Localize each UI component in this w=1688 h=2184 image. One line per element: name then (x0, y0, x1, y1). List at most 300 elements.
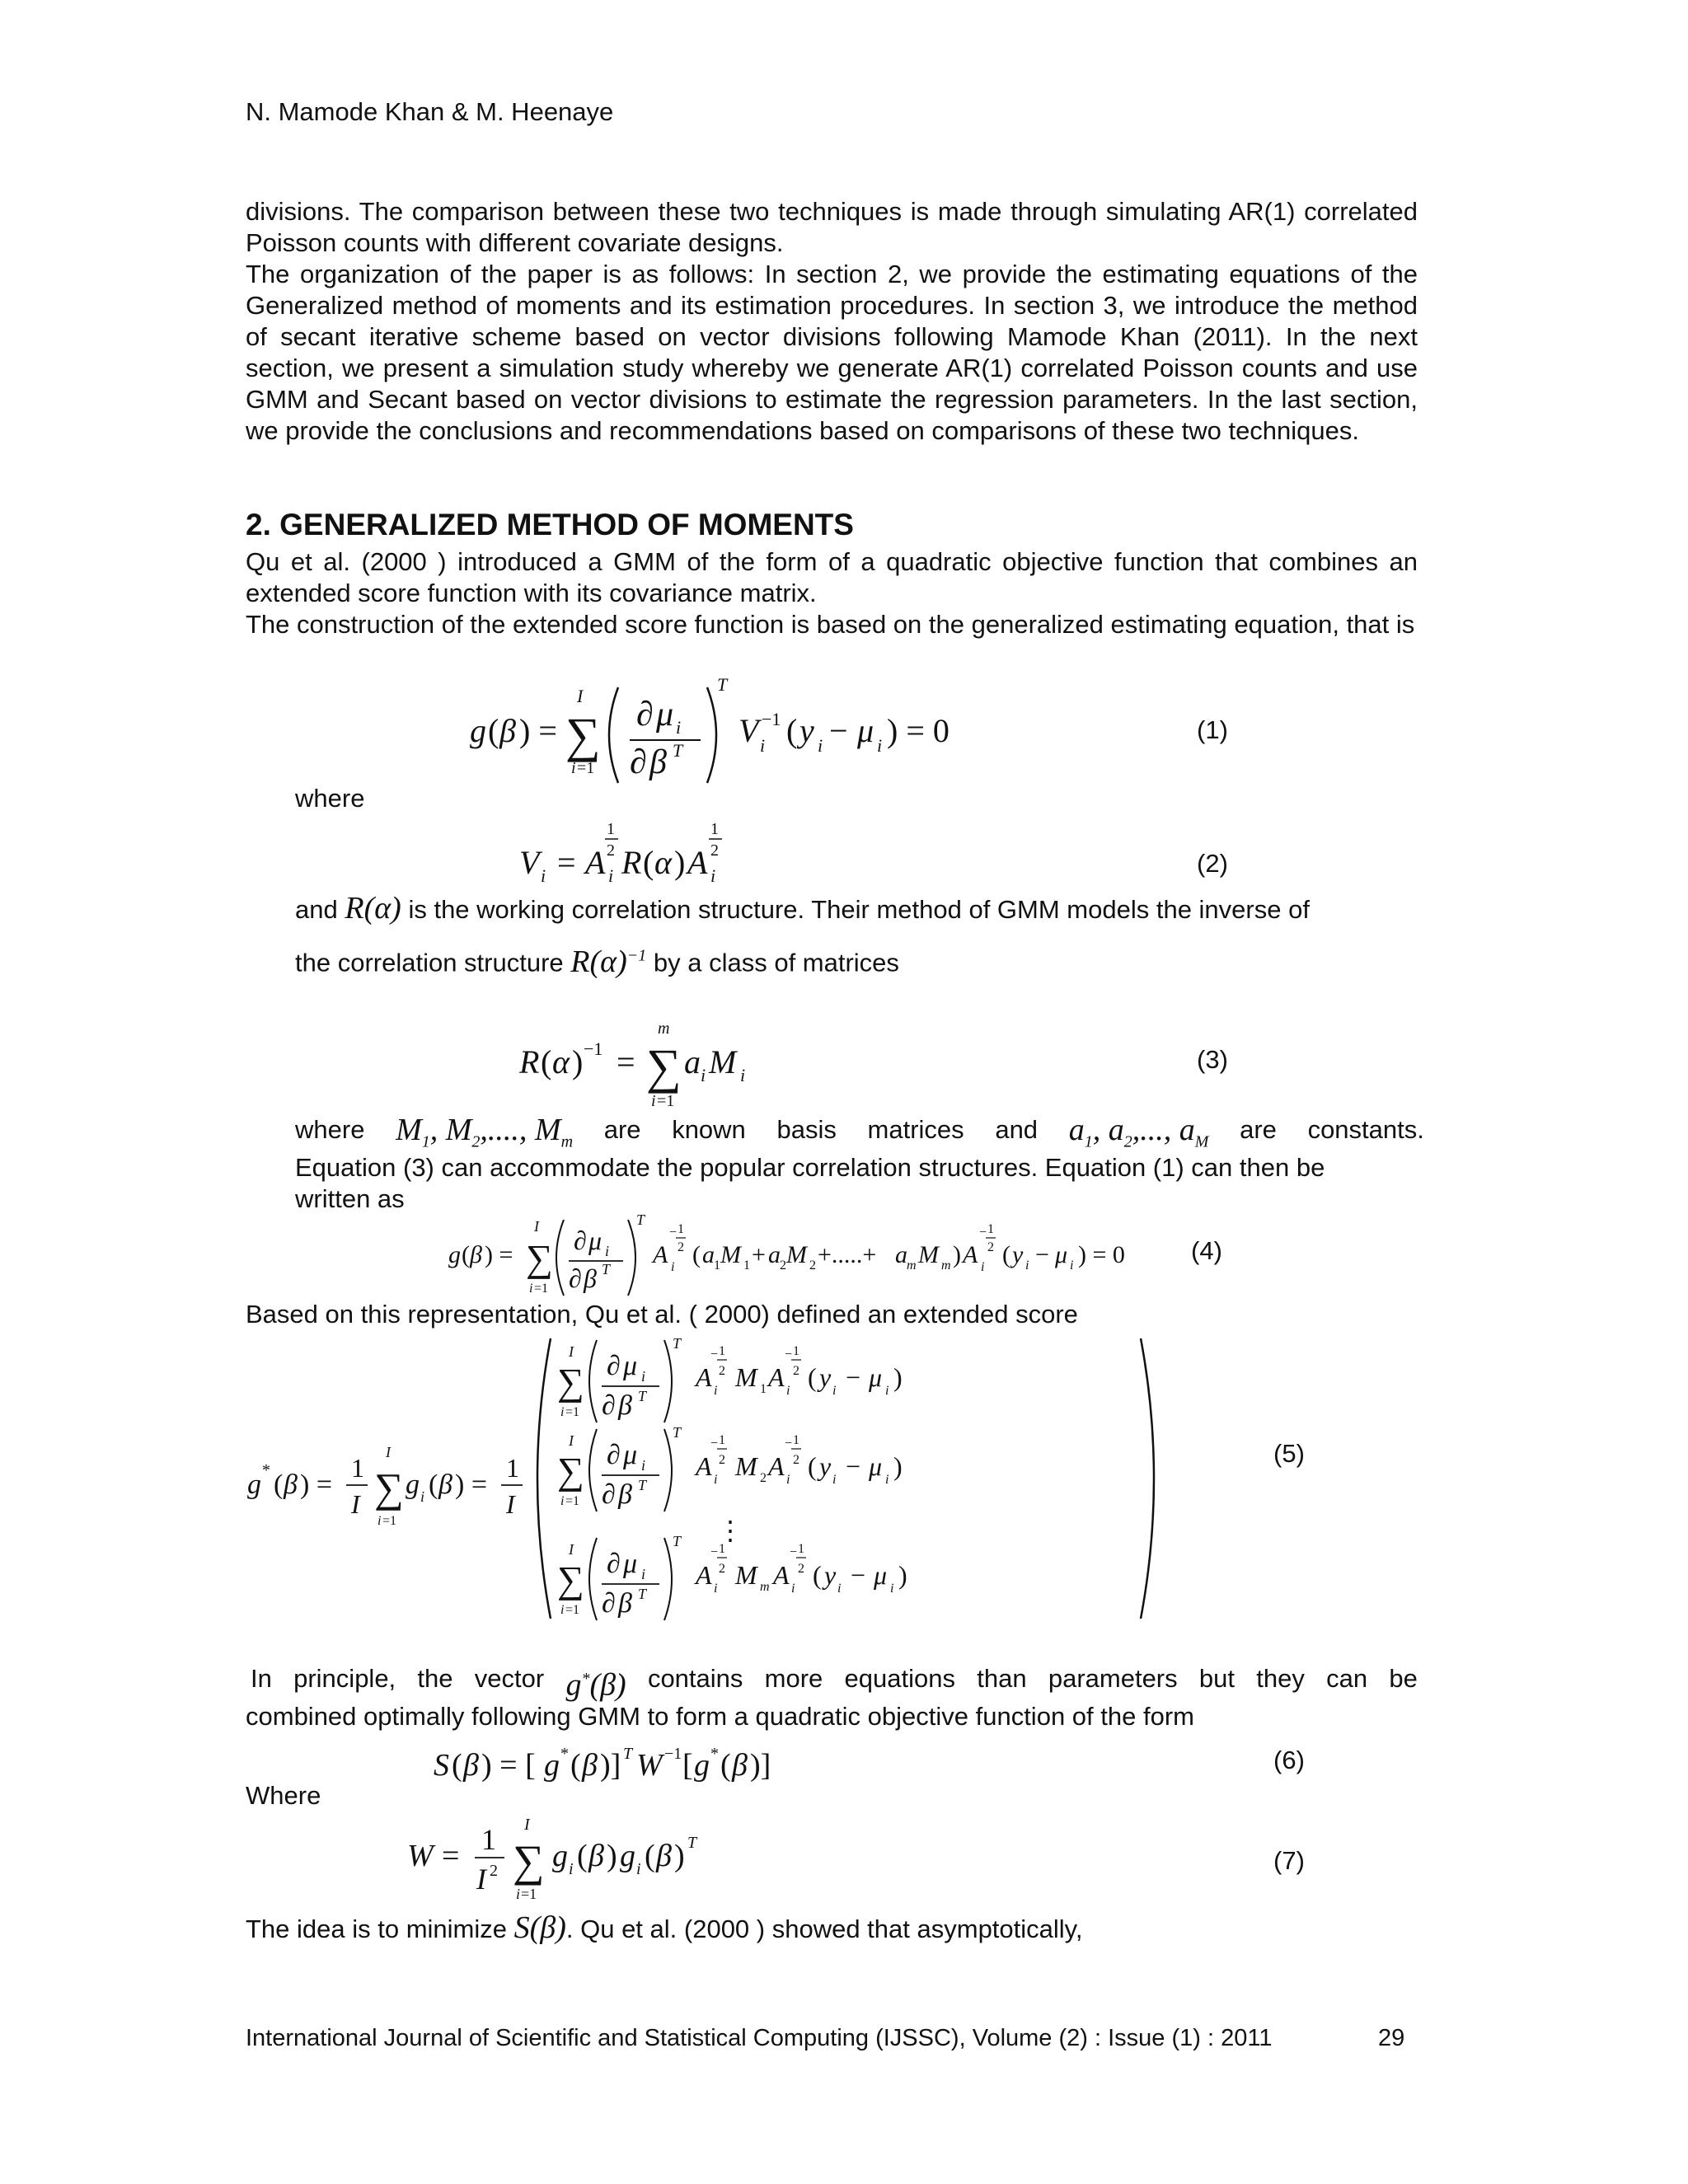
svg-text:β: β (649, 743, 667, 781)
svg-text:∑: ∑ (374, 1465, 404, 1511)
svg-text:=: = (557, 844, 576, 881)
svg-text:): ) (607, 1839, 617, 1873)
svg-text:M: M (735, 1560, 757, 1590)
page-number: 29 (1378, 2025, 1405, 2051)
equation-7 (404, 1810, 750, 1909)
word: basis (776, 1115, 837, 1144)
text-line (246, 1912, 1083, 1945)
svg-text:i: i (885, 1473, 889, 1487)
svg-text:i: i (832, 1473, 837, 1487)
svg-text:β: β (470, 1241, 482, 1268)
svg-text:α: α (552, 1043, 570, 1080)
svg-text:) =: ) = (485, 1241, 513, 1268)
svg-text:): ) (893, 1362, 903, 1392)
equation-2 (511, 816, 775, 890)
svg-text:g: g (406, 1469, 420, 1500)
basis-matrices-symbol: $M_1$, $M_2$,...., $M_m$ (396, 1113, 574, 1151)
svg-text:I: I (386, 1444, 391, 1460)
svg-text:I: I (577, 686, 584, 706)
svg-text:∂: ∂ (602, 1479, 616, 1510)
svg-text:m: m (907, 1258, 917, 1272)
svg-text:T: T (717, 676, 728, 695)
svg-text:i: i (671, 1260, 675, 1274)
text-line: combined optimally following GMM to form a quadratic objective function of the form (246, 1702, 1194, 1731)
svg-text:g: g (247, 1469, 261, 1500)
svg-text:1: 1 (607, 820, 615, 838)
svg-text:T: T (636, 1212, 645, 1228)
svg-text:W: W (636, 1748, 663, 1783)
svg-text:T: T (673, 740, 683, 761)
svg-text:=1: =1 (565, 1494, 580, 1508)
svg-text:m: m (658, 1019, 670, 1038)
svg-text:1: 1 (678, 1222, 684, 1236)
svg-text:1: 1 (481, 1823, 496, 1856)
equation-5 (244, 1333, 1167, 1624)
svg-text:M: M (735, 1362, 757, 1392)
svg-text:I: I (476, 1863, 486, 1896)
svg-text:i: i (786, 1473, 790, 1487)
svg-text:(: ( (541, 1043, 552, 1080)
svg-text:β: β (618, 1479, 632, 1510)
svg-text:g: g (544, 1748, 560, 1783)
svg-text:i: i (541, 865, 546, 886)
svg-text:=: = (617, 1043, 635, 1080)
svg-text:V: V (738, 712, 759, 749)
svg-text:i: i (981, 1260, 985, 1274)
svg-text:(: ( (1002, 1241, 1010, 1268)
svg-text:(: ( (452, 1748, 462, 1783)
svg-text:μ: μ (869, 1362, 883, 1392)
svg-text:2: 2 (710, 841, 719, 860)
svg-text:I: I (506, 1489, 515, 1519)
equation-1 (462, 676, 973, 791)
svg-text:)]: )] (750, 1748, 771, 1783)
svg-text:i: i (641, 1566, 646, 1582)
svg-text:1: 1 (987, 1222, 994, 1236)
svg-text:): ) (953, 1241, 961, 1268)
word: can (1326, 1664, 1368, 1693)
corr-suffix: by a class of matrices (653, 948, 899, 977)
svg-text:) =: ) = (455, 1469, 487, 1500)
svg-text:i: i (1025, 1258, 1029, 1272)
svg-text:∑: ∑ (565, 708, 601, 762)
word: matrices (867, 1115, 964, 1144)
equation-4 (445, 1212, 1187, 1302)
svg-text:2: 2 (793, 1453, 799, 1467)
word: principle, (293, 1664, 396, 1693)
svg-text:β: β (463, 1748, 479, 1783)
svg-text:i: i (605, 1243, 610, 1259)
svg-text:I: I (534, 1218, 539, 1235)
svg-text:∂: ∂ (602, 1390, 616, 1421)
intro-text (246, 196, 1418, 447)
svg-text:A: A (963, 1241, 978, 1268)
svg-text:=1: =1 (382, 1514, 397, 1528)
svg-text:−: − (1035, 1241, 1049, 1268)
svg-text:i: i (710, 865, 716, 886)
svg-text:M: M (720, 1241, 741, 1268)
equation-number: (3) (1197, 1045, 1228, 1074)
svg-text:μ: μ (857, 712, 874, 749)
svg-text:g: g (470, 712, 486, 749)
svg-text:m: m (760, 1580, 770, 1594)
svg-text:i: i (786, 1384, 790, 1398)
svg-text:=1: =1 (657, 1092, 675, 1110)
svg-text:(: ( (720, 1748, 731, 1783)
svg-text:∂: ∂ (602, 1588, 616, 1619)
svg-text:y: y (819, 1451, 832, 1481)
svg-text:): ) (674, 844, 686, 881)
constants-symbol: $a_1$, $a_2$,..., $a_M$ (1068, 1113, 1209, 1151)
svg-text:I: I (569, 1343, 574, 1360)
text-line (295, 940, 899, 979)
svg-text:m: m (941, 1258, 951, 1272)
svg-text:∂: ∂ (630, 743, 647, 781)
svg-text:i: i (701, 1065, 706, 1085)
svg-text:∑: ∑ (557, 1558, 584, 1601)
word: more (764, 1664, 823, 1693)
svg-text:(: ( (462, 1241, 470, 1268)
svg-text:(: ( (786, 712, 798, 749)
svg-text:2: 2 (490, 1862, 498, 1880)
where-label: where (295, 784, 365, 813)
idea-prefix: The idea is to minimize (246, 1915, 508, 1943)
svg-text:*: * (560, 1745, 569, 1763)
svg-text:i: i (760, 735, 766, 756)
word: equations (844, 1664, 955, 1693)
svg-text:α: α (654, 844, 672, 881)
svg-text:): ) (572, 1043, 584, 1080)
text-line (295, 1114, 1424, 1158)
svg-text:T: T (673, 1335, 682, 1352)
svg-text:M: M (735, 1451, 757, 1481)
svg-text:g: g (694, 1748, 710, 1783)
svg-text:β: β (499, 712, 516, 749)
svg-text:T: T (623, 1745, 633, 1763)
svg-text:1: 1 (710, 820, 719, 838)
where-label: Where (246, 1781, 321, 1810)
svg-text:W: W (407, 1839, 434, 1873)
svg-text:A: A (653, 1241, 668, 1268)
paragraph: divisions. The comparison between these two techniques is made through simulating AR(1) correlated Poisson counts with different covariate designs. (246, 197, 1418, 257)
svg-text:i: i (529, 1282, 533, 1296)
word: and (995, 1115, 1039, 1144)
word: where (295, 1115, 365, 1144)
and-prefix: and (295, 895, 338, 924)
svg-text:1: 1 (714, 1258, 720, 1272)
svg-text:i: i (837, 1582, 842, 1596)
svg-text:T: T (638, 1388, 647, 1404)
text-line: Based on this representation, Qu et al. ( 2000) defined an extended score (246, 1300, 1078, 1329)
svg-text:A: A (696, 1560, 712, 1590)
svg-text:=1: =1 (534, 1282, 549, 1296)
svg-text:2: 2 (987, 1240, 994, 1254)
svg-text:2: 2 (760, 1471, 767, 1485)
section-text (246, 546, 1418, 640)
svg-text:−: − (846, 1451, 861, 1481)
svg-text:β: β (656, 1839, 672, 1873)
svg-text:β: β (438, 1469, 452, 1500)
svg-text:+.....+: +.....+ (818, 1241, 877, 1268)
svg-text:A: A (768, 1451, 785, 1481)
svg-text:*: * (262, 1461, 270, 1479)
and-rest: is the working correlation structure. Their method of GMM models the inverse of (408, 895, 1310, 924)
svg-text:β: β (588, 1839, 604, 1873)
svg-text:M: M (786, 1241, 807, 1268)
svg-text:(: ( (645, 1839, 655, 1873)
svg-text:R: R (519, 1043, 540, 1080)
svg-text:2: 2 (719, 1562, 725, 1576)
svg-text:i: i (641, 1368, 646, 1385)
svg-text:i: i (832, 1384, 837, 1398)
svg-text:−1: −1 (584, 1038, 603, 1059)
svg-text:μ: μ (588, 1226, 603, 1255)
svg-text:∂: ∂ (607, 1549, 621, 1579)
equation-number: (6) (1273, 1746, 1305, 1774)
svg-text:R: R (621, 844, 642, 881)
svg-text:=1: =1 (521, 1886, 537, 1902)
svg-text:+: + (752, 1241, 766, 1268)
svg-text:(: ( (808, 1362, 817, 1392)
svg-text:g: g (620, 1839, 635, 1873)
svg-text:i: i (1070, 1258, 1074, 1272)
word: but (1198, 1664, 1235, 1693)
svg-text:i: i (714, 1582, 718, 1596)
svg-text:) =: ) = (300, 1469, 332, 1500)
svg-text:μ: μ (623, 1351, 638, 1381)
svg-text:M: M (709, 1043, 737, 1080)
svg-text:−: − (669, 1226, 678, 1240)
svg-text:−: − (785, 1436, 793, 1451)
svg-text:∑: ∑ (646, 1039, 682, 1094)
svg-text:(: ( (429, 1469, 438, 1500)
svg-text:i: i (676, 717, 682, 738)
svg-text:∂: ∂ (607, 1440, 621, 1470)
svg-text:1: 1 (506, 1453, 519, 1483)
svg-text:g: g (448, 1241, 461, 1268)
svg-text:i: i (791, 1582, 795, 1596)
svg-text:i: i (608, 865, 614, 886)
svg-text:∑: ∑ (513, 1836, 545, 1886)
word: the (417, 1664, 453, 1693)
svg-text:(: ( (570, 1748, 581, 1783)
svg-text:i: i (641, 1457, 646, 1474)
svg-text:y: y (819, 1362, 832, 1392)
svg-text:M: M (918, 1241, 939, 1268)
svg-text:μ: μ (623, 1549, 638, 1579)
svg-text:β: β (284, 1469, 298, 1500)
svg-text:β: β (618, 1390, 632, 1421)
svg-text:i: i (560, 1494, 565, 1508)
svg-text:T: T (602, 1261, 611, 1277)
svg-text:μ: μ (869, 1451, 883, 1481)
svg-text:2: 2 (607, 841, 615, 860)
svg-text:2: 2 (798, 1562, 804, 1576)
svg-text:−1: −1 (664, 1745, 682, 1763)
svg-text:) = 0: ) = 0 (887, 712, 950, 749)
svg-text:i: i (877, 735, 883, 756)
svg-text:β: β (584, 1263, 597, 1293)
svg-text:(: ( (274, 1469, 284, 1500)
r-alpha-symbol: R(α) (345, 891, 401, 926)
paragraph: The organization of the paper is as follows: In section 2, we provide the estimating equations of the Generalized method of moments and its estimation procedures. In section 3, we introduce the method of secant iterative scheme based on vector divisions following Mamode Khan (2011). In the next section, we present a simulation study whereby we generate AR(1) correlated Poisson counts and use GMM and Secant based on vector divisions to estimate the regression parameters. In the last section, we provide the conclusions and recommendations based on comparisons of these two techniques. (246, 260, 1418, 445)
svg-text:i: i (420, 1488, 425, 1505)
svg-text:∂: ∂ (569, 1263, 582, 1293)
svg-text:) =: ) = (519, 712, 557, 749)
svg-text:A: A (687, 844, 708, 881)
svg-text:2: 2 (780, 1258, 786, 1272)
svg-text:): ) (893, 1451, 903, 1481)
svg-text:−: − (710, 1436, 719, 1451)
svg-text:1: 1 (760, 1382, 767, 1396)
svg-text:−: − (790, 1545, 798, 1559)
svg-text:A: A (585, 844, 606, 881)
equation-number: (2) (1197, 849, 1228, 878)
svg-text:2: 2 (678, 1240, 684, 1254)
svg-text:i: i (569, 1860, 574, 1878)
word: vector (474, 1664, 545, 1693)
svg-text:=: = (442, 1839, 460, 1873)
svg-text:=1: =1 (577, 759, 595, 777)
svg-text:*: * (710, 1745, 719, 1763)
paragraph: The construction of the extended score function is based on the generalized estimating equation, that is (246, 610, 1415, 639)
svg-text:A: A (696, 1362, 712, 1392)
svg-text:) = 0: ) = 0 (1078, 1241, 1125, 1268)
svg-text:): ) (674, 1839, 685, 1873)
section-heading: 2. GENERALIZED METHOD OF MOMENTS (246, 508, 854, 541)
svg-text:∑: ∑ (557, 1450, 584, 1492)
equation-number: (4) (1191, 1236, 1222, 1265)
svg-text:[: [ (682, 1748, 693, 1783)
paragraph: Qu et al. (2000 ) introduced a GMM of the form of a quadratic objective function that combines an extended score function with its covariance matrix. (246, 547, 1418, 607)
svg-text:=1: =1 (565, 1603, 580, 1617)
word: In (251, 1664, 272, 1693)
svg-text:a: a (768, 1241, 781, 1268)
svg-text:∂: ∂ (574, 1226, 587, 1255)
svg-text:a: a (895, 1241, 907, 1268)
svg-text:β: β (618, 1588, 632, 1619)
svg-text:∑: ∑ (526, 1237, 553, 1279)
svg-text:T: T (673, 1533, 682, 1549)
svg-text:i: i (651, 1092, 656, 1110)
svg-text:I: I (351, 1489, 360, 1519)
svg-text:(: ( (488, 712, 499, 749)
svg-text:T: T (687, 1834, 697, 1852)
equation-3 (511, 1015, 775, 1122)
svg-text:1: 1 (719, 1344, 725, 1358)
svg-text:T: T (638, 1477, 647, 1493)
svg-text:β: β (732, 1748, 748, 1783)
svg-text:)]: )] (600, 1748, 621, 1783)
footer-journal: International Journal of Scientific and Statistical Computing (IJSSC), Volume (2) : Issue (1) : 2011 (246, 2025, 1273, 2051)
svg-text:β: β (582, 1748, 598, 1783)
equation-number: (5) (1273, 1439, 1305, 1468)
word: known (672, 1115, 746, 1144)
svg-text:y: y (799, 712, 814, 749)
svg-text:−: − (710, 1545, 719, 1559)
svg-text:(: ( (643, 844, 654, 881)
svg-text:−1: −1 (762, 709, 781, 729)
svg-text:g: g (552, 1839, 568, 1873)
word: they (1256, 1664, 1305, 1693)
svg-text:μ: μ (656, 696, 674, 733)
svg-text:I: I (569, 1432, 574, 1449)
svg-text:⋮: ⋮ (717, 1516, 743, 1545)
svg-text:2: 2 (809, 1258, 816, 1272)
svg-text:2: 2 (719, 1453, 725, 1467)
svg-text:(: ( (577, 1839, 588, 1873)
svg-text:1: 1 (351, 1453, 364, 1483)
svg-text:−: − (710, 1347, 719, 1361)
word: parameters (1048, 1664, 1178, 1693)
text-line (251, 1663, 1418, 1701)
svg-text:a: a (702, 1241, 715, 1268)
svg-text:μ: μ (1055, 1241, 1068, 1268)
svg-text:A: A (696, 1451, 712, 1481)
s-beta-symbol: S(β) (513, 1910, 566, 1945)
svg-text:i: i (890, 1582, 894, 1596)
svg-text:i: i (714, 1473, 718, 1487)
svg-text:(: ( (813, 1560, 822, 1590)
corr-prefix: the correlation structure (295, 948, 564, 977)
svg-text:∑: ∑ (557, 1361, 584, 1403)
svg-text:) = [: ) = [ (481, 1748, 536, 1783)
svg-text:=1: =1 (565, 1405, 580, 1419)
svg-text:1: 1 (793, 1344, 799, 1358)
svg-text:i: i (636, 1860, 641, 1878)
text-line (295, 893, 1310, 926)
svg-text:2: 2 (719, 1364, 725, 1378)
word: constants. (1307, 1115, 1424, 1144)
svg-text:1: 1 (793, 1433, 799, 1447)
svg-text:i: i (714, 1384, 718, 1398)
svg-text:i: i (571, 759, 576, 777)
svg-text:μ: μ (623, 1440, 638, 1470)
svg-text:−: − (979, 1226, 987, 1240)
svg-text:−: − (829, 712, 848, 749)
svg-text:(: ( (808, 1451, 817, 1481)
word: contains (647, 1664, 743, 1693)
svg-text:V: V (519, 844, 540, 881)
svg-text:S: S (434, 1748, 449, 1783)
g-star-beta-symbol: g*(β) (565, 1667, 626, 1703)
svg-text:i: i (740, 1065, 746, 1085)
svg-text:y: y (824, 1560, 837, 1590)
svg-text:): ) (898, 1560, 907, 1590)
svg-text:I: I (569, 1541, 574, 1558)
svg-text:T: T (673, 1424, 682, 1441)
text-line: written as (295, 1184, 405, 1213)
svg-text:y: y (1012, 1241, 1024, 1268)
svg-text:−: − (846, 1362, 861, 1392)
svg-text:i: i (560, 1405, 565, 1419)
svg-text:1: 1 (743, 1258, 750, 1272)
equation-number: (1) (1197, 715, 1228, 744)
word: be (1389, 1664, 1418, 1693)
idea-suffix: . Qu et al. (2000 ) showed that asymptotically, (565, 1915, 1083, 1943)
svg-text:∂: ∂ (636, 696, 654, 733)
svg-text:μ: μ (874, 1560, 888, 1590)
equation-number: (7) (1273, 1846, 1305, 1875)
svg-text:A: A (773, 1560, 790, 1590)
svg-text:i: i (516, 1886, 521, 1902)
svg-text:a: a (684, 1043, 701, 1080)
svg-text:1: 1 (719, 1433, 725, 1447)
svg-text:i: i (885, 1384, 889, 1398)
svg-text:2: 2 (793, 1364, 799, 1378)
svg-text:−: − (785, 1347, 793, 1361)
equation-6 (430, 1734, 859, 1792)
